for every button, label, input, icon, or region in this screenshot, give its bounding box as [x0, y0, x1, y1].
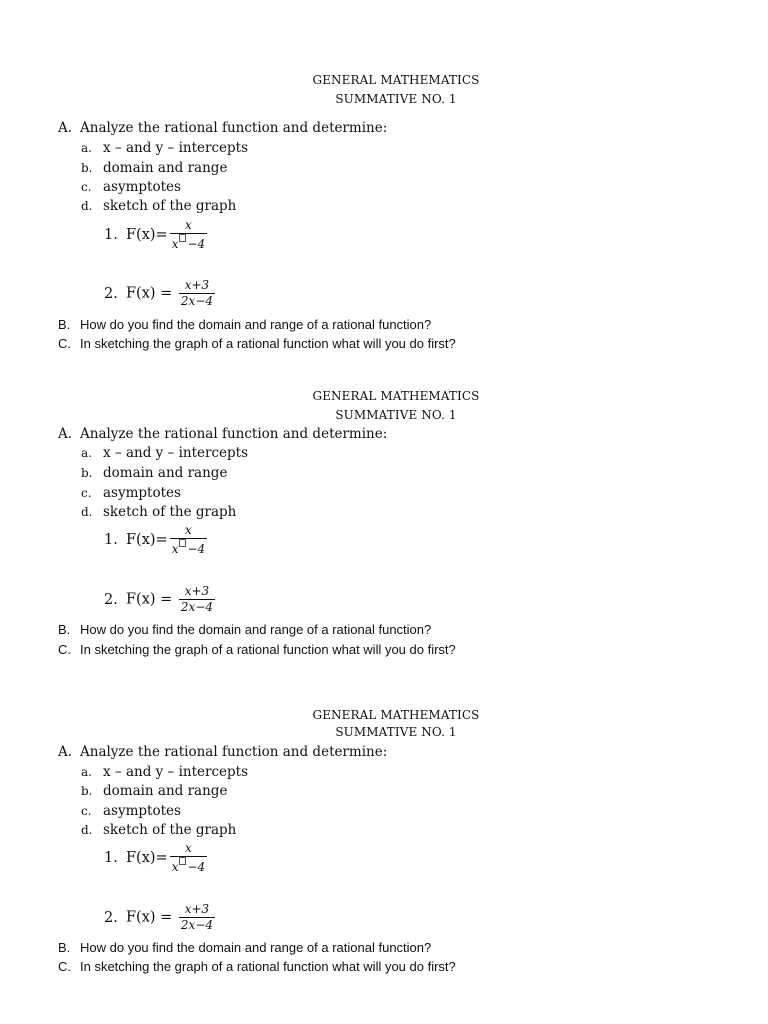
- fraction: [170, 218, 207, 252]
- list-item: [81, 198, 236, 214]
- function-number: 2.: [104, 285, 118, 302]
- fraction: [179, 278, 215, 309]
- question-c-text: In sketching the graph of a rational function what will you do first?: [80, 959, 456, 974]
- question-a-marker: A.: [58, 426, 73, 442]
- item-text: x – and y – intercepts: [103, 445, 249, 461]
- fraction: [170, 841, 207, 875]
- numerator: x: [185, 218, 192, 232]
- list-item: [81, 822, 236, 838]
- list-item: [81, 783, 227, 799]
- denominator-base: x: [171, 237, 179, 251]
- question-a-text: Analyze the rational function and determine:: [80, 426, 388, 442]
- fraction: [170, 523, 207, 557]
- function-name: F(x) =: [126, 909, 173, 926]
- document-subtitle: SUMMATIVE NO. 1: [335, 725, 457, 739]
- function-2: [104, 278, 215, 309]
- denominator-base: x: [171, 542, 179, 556]
- function-number: 2.: [104, 591, 118, 608]
- question-a-marker: A.: [58, 744, 73, 760]
- item-label: d.: [81, 505, 93, 519]
- question-a: [58, 426, 387, 442]
- list-item: [81, 160, 227, 176]
- denominator: 2x−4: [180, 600, 214, 614]
- list-item: [81, 504, 236, 520]
- question-a-text: Analyze the rational function and determine:: [80, 744, 388, 760]
- item-label: c.: [81, 804, 92, 818]
- document-title: GENERAL MATHEMATICS: [312, 708, 480, 722]
- question-c: [58, 959, 456, 974]
- document-title: GENERAL MATHEMATICS: [312, 389, 480, 403]
- item-text: x – and y – intercepts: [103, 140, 249, 156]
- function-number: 1.: [104, 532, 118, 548]
- function-1: [104, 841, 207, 875]
- function-name: F(x)=: [126, 532, 168, 548]
- question-b: [58, 940, 431, 955]
- numerator: x+3: [184, 278, 210, 292]
- item-label: d.: [81, 823, 93, 837]
- function-number: 2.: [104, 909, 118, 926]
- item-text: sketch of the graph: [103, 822, 237, 838]
- function-name: F(x) =: [126, 285, 173, 302]
- question-b: [58, 317, 431, 332]
- list-item: [81, 803, 181, 819]
- list-item: [81, 445, 248, 461]
- question-a-text: Analyze the rational function and determine:: [80, 120, 388, 136]
- question-b-text: How do you find the domain and range of a rational function?: [80, 317, 432, 332]
- denominator-rest: −4: [187, 237, 206, 251]
- question-a-marker: A.: [58, 120, 73, 136]
- denominator: [170, 538, 207, 557]
- item-label: b.: [81, 784, 93, 798]
- item-label: a.: [81, 141, 92, 155]
- item-label: b.: [81, 466, 93, 480]
- document-subtitle: SUMMATIVE NO. 1: [335, 92, 457, 106]
- item-text: asymptotes: [103, 179, 181, 195]
- item-text: domain and range: [103, 783, 228, 799]
- list-item: [81, 485, 181, 501]
- numerator: x: [185, 523, 192, 537]
- item-label: c.: [81, 180, 92, 194]
- item-text: domain and range: [103, 160, 228, 176]
- function-name: F(x)=: [126, 850, 168, 866]
- question-c-text: In sketching the graph of a rational function what will you do first?: [80, 642, 456, 657]
- list-item: [81, 140, 248, 156]
- document-subtitle: SUMMATIVE NO. 1: [335, 408, 457, 422]
- question-b: [58, 622, 431, 637]
- denominator: 2x−4: [180, 918, 214, 932]
- function-number: 1.: [104, 227, 118, 243]
- list-item: [81, 179, 181, 195]
- function-number: 1.: [104, 850, 118, 866]
- item-label: a.: [81, 765, 92, 779]
- item-text: asymptotes: [103, 803, 181, 819]
- denominator-base: x: [171, 860, 179, 874]
- denominator: [170, 233, 207, 252]
- question-c: [58, 642, 456, 657]
- function-1: [104, 218, 207, 252]
- question-a: [58, 120, 387, 136]
- missing-exponent-box: [179, 539, 186, 547]
- item-text: domain and range: [103, 465, 228, 481]
- denominator: [170, 856, 207, 875]
- function-2: [104, 584, 215, 615]
- missing-exponent-box: [179, 857, 186, 865]
- numerator: x+3: [184, 584, 210, 598]
- numerator: x: [185, 841, 192, 855]
- denominator-rest: −4: [187, 542, 206, 556]
- item-label: d.: [81, 199, 93, 213]
- list-item: [81, 465, 227, 481]
- question-c-marker: C.: [58, 642, 71, 657]
- item-label: b.: [81, 161, 93, 175]
- denominator: 2x−4: [180, 294, 214, 308]
- item-label: c.: [81, 486, 92, 500]
- missing-exponent-box: [179, 234, 186, 242]
- question-c-marker: C.: [58, 336, 71, 351]
- function-2: [104, 902, 215, 933]
- document-title: GENERAL MATHEMATICS: [312, 73, 480, 87]
- question-c-marker: C.: [58, 959, 71, 974]
- question-a: [58, 744, 387, 760]
- question-b-marker: B.: [58, 317, 71, 332]
- fraction: [179, 584, 215, 615]
- question-c-text: In sketching the graph of a rational function what will you do first?: [80, 336, 456, 351]
- item-text: sketch of the graph: [103, 198, 237, 214]
- fraction: [179, 902, 215, 933]
- function-1: [104, 523, 207, 557]
- item-text: x – and y – intercepts: [103, 764, 249, 780]
- question-b-text: How do you find the domain and range of a rational function?: [80, 622, 432, 637]
- denominator-rest: −4: [187, 860, 206, 874]
- item-label: a.: [81, 446, 92, 460]
- question-b-marker: B.: [58, 622, 71, 637]
- function-name: F(x) =: [126, 591, 173, 608]
- question-c: [58, 336, 456, 351]
- question-b-marker: B.: [58, 940, 71, 955]
- item-text: asymptotes: [103, 485, 181, 501]
- numerator: x+3: [184, 902, 210, 916]
- list-item: [81, 764, 248, 780]
- question-b-text: How do you find the domain and range of a rational function?: [80, 940, 432, 955]
- function-name: F(x)=: [126, 227, 168, 243]
- item-text: sketch of the graph: [103, 504, 237, 520]
